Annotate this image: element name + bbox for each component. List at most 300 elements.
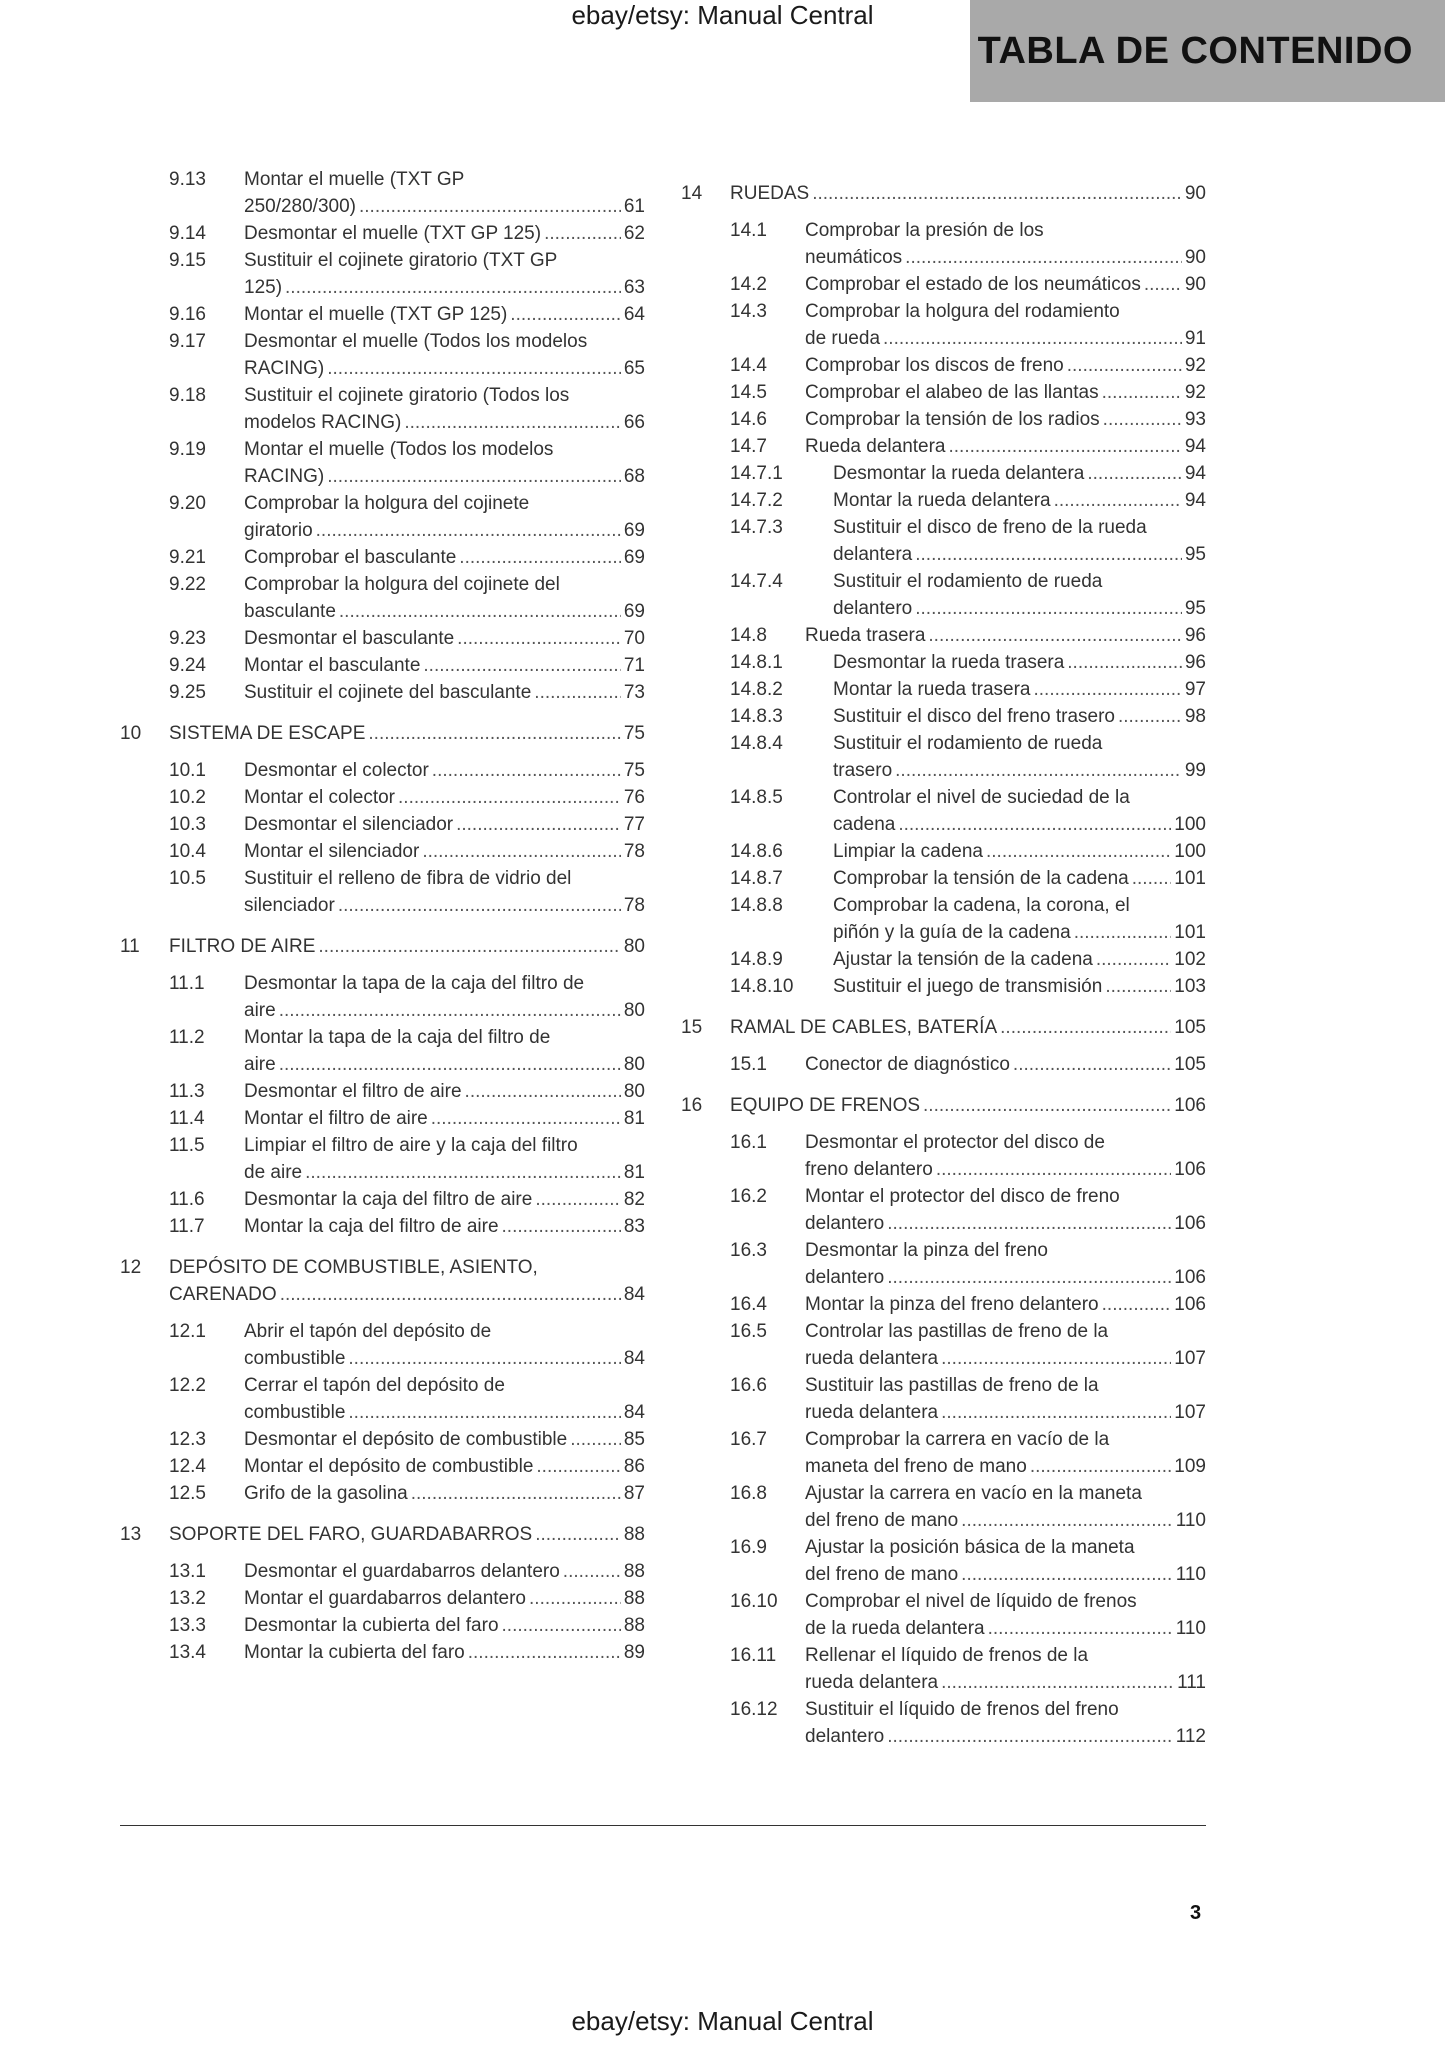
toc-entry[interactable] bbox=[681, 379, 1206, 406]
dot-leader bbox=[305, 1159, 621, 1186]
toc-entry[interactable] bbox=[120, 247, 645, 301]
dot-leader bbox=[536, 1453, 620, 1480]
toc-entry-title: Sustituir el rodamiento de rueda bbox=[833, 733, 1103, 754]
toc-entry-number: 16.11 bbox=[730, 1645, 777, 1666]
toc-column-left bbox=[120, 166, 645, 1666]
toc-entry-title: RACING) bbox=[244, 466, 325, 487]
toc-entry-title: de rueda bbox=[805, 328, 881, 349]
dot-leader bbox=[941, 1345, 1171, 1372]
toc-entry-number: 11.2 bbox=[169, 1027, 205, 1048]
dot-leader bbox=[280, 1281, 621, 1308]
toc-page-number: 86 bbox=[623, 1456, 645, 1477]
toc-entry[interactable] bbox=[120, 382, 645, 436]
toc-entry[interactable] bbox=[120, 166, 645, 220]
toc-entry-title: Ajustar la tensión de la cadena bbox=[833, 949, 1093, 970]
toc-entry[interactable] bbox=[120, 571, 645, 625]
toc-entry-number: 9.20 bbox=[169, 493, 206, 514]
toc-entry-number: 14.6 bbox=[730, 409, 767, 430]
toc-entry-number: 14.8 bbox=[730, 625, 767, 646]
toc-entry-number: 14.7.2 bbox=[730, 490, 783, 511]
toc-page-number: 80 bbox=[623, 1000, 645, 1021]
toc-entry-title: trasero bbox=[833, 760, 893, 781]
toc-chapter[interactable] bbox=[120, 720, 645, 747]
toc-entry-number: 14.8.4 bbox=[730, 733, 783, 754]
toc-entry-title: rueda delantera bbox=[805, 1348, 939, 1369]
dot-leader bbox=[279, 1051, 621, 1078]
dot-leader bbox=[327, 463, 621, 490]
toc-page-number: 107 bbox=[1174, 1348, 1206, 1369]
dot-leader bbox=[316, 517, 621, 544]
dot-leader bbox=[1034, 676, 1182, 703]
toc-entry[interactable] bbox=[120, 301, 645, 328]
toc-page-number: 92 bbox=[1184, 355, 1206, 376]
toc-entry-title: Montar la cubierta del faro bbox=[244, 1642, 465, 1663]
toc-entry[interactable] bbox=[120, 1480, 645, 1507]
toc-entry-title: Desmontar la rueda delantera bbox=[833, 463, 1085, 484]
dot-leader bbox=[1087, 460, 1181, 487]
dot-leader bbox=[456, 811, 621, 838]
toc-entry-title: maneta del freno de mano bbox=[805, 1456, 1027, 1477]
dot-leader bbox=[359, 193, 621, 220]
toc-page-number: 85 bbox=[623, 1429, 645, 1450]
toc-entry-number: 14.1 bbox=[730, 220, 767, 241]
toc-entry-number: 14.3 bbox=[730, 301, 767, 322]
toc-entry[interactable] bbox=[681, 298, 1206, 352]
toc-entry-number: 11.5 bbox=[169, 1135, 205, 1156]
toc-page-number: 65 bbox=[623, 358, 645, 379]
toc-entry[interactable] bbox=[681, 892, 1206, 946]
dot-leader bbox=[887, 1264, 1171, 1291]
toc-entry[interactable] bbox=[681, 487, 1206, 514]
dot-leader bbox=[338, 892, 621, 919]
toc-entry-title: CARENADO bbox=[169, 1284, 277, 1305]
dot-leader bbox=[887, 1210, 1171, 1237]
toc-entry[interactable] bbox=[681, 946, 1206, 973]
dot-leader bbox=[1105, 973, 1171, 1000]
toc-entry-title: Desmontar el muelle (Todos los modelos bbox=[244, 331, 588, 352]
toc-entry[interactable] bbox=[120, 865, 645, 919]
toc-entry-title: Controlar las pastillas de freno de la bbox=[805, 1321, 1109, 1342]
toc-entry-number: 14.5 bbox=[730, 382, 767, 403]
toc-page-number: 106 bbox=[1174, 1213, 1206, 1234]
toc-entry-title: DEPÓSITO DE COMBUSTIBLE, ASIENTO, bbox=[169, 1257, 538, 1278]
toc-entry-title: Sustituir el cojinete del basculante bbox=[244, 682, 532, 703]
dot-leader bbox=[941, 1669, 1174, 1696]
toc-entry[interactable] bbox=[120, 328, 645, 382]
dot-leader bbox=[431, 1105, 621, 1132]
toc-page-number: 90 bbox=[1184, 247, 1206, 268]
watermark-bottom: ebay/etsy: Manual Central bbox=[571, 2006, 874, 2036]
toc-page-number: 73 bbox=[623, 682, 645, 703]
toc-entry-number: 13.3 bbox=[169, 1615, 206, 1636]
toc-entry[interactable] bbox=[681, 460, 1206, 487]
dot-leader bbox=[285, 274, 621, 301]
toc-entry[interactable] bbox=[120, 625, 645, 652]
toc-entry-title: delantero bbox=[805, 1213, 885, 1234]
toc-entry[interactable] bbox=[681, 352, 1206, 379]
toc-entry-title: Montar el silenciador bbox=[244, 841, 420, 862]
toc-entry-title: Ajustar la posición básica de la maneta bbox=[805, 1537, 1135, 1558]
toc-entry[interactable] bbox=[681, 1372, 1206, 1426]
toc-entry-title: Desmontar la caja del filtro de aire bbox=[244, 1189, 533, 1210]
toc-entry[interactable] bbox=[120, 1612, 645, 1639]
page-title: TABLA DE CONTENIDO bbox=[977, 30, 1413, 72]
toc-entry-number: 11 bbox=[120, 936, 140, 957]
toc-page-number: 68 bbox=[623, 466, 645, 487]
toc-entry-number: 13.1 bbox=[169, 1561, 206, 1582]
toc-entry-title: de la rueda delantera bbox=[805, 1618, 985, 1639]
toc-page-number: 81 bbox=[623, 1162, 645, 1183]
toc-entry-title: silenciador bbox=[244, 895, 335, 916]
toc-entry[interactable] bbox=[120, 1639, 645, 1666]
dot-leader bbox=[502, 1213, 621, 1240]
dot-leader bbox=[895, 757, 1182, 784]
dot-leader bbox=[986, 838, 1171, 865]
toc-entry-title: aire bbox=[244, 1054, 276, 1075]
dot-leader bbox=[941, 1399, 1171, 1426]
dot-leader bbox=[348, 1345, 620, 1372]
toc-entry[interactable] bbox=[681, 271, 1206, 298]
toc-entry-title: Desmontar el basculante bbox=[244, 628, 455, 649]
toc-chapter[interactable] bbox=[681, 180, 1206, 207]
toc-page-number: 88 bbox=[623, 1524, 645, 1545]
toc-entry[interactable] bbox=[681, 730, 1206, 784]
toc-entry-number: 16.8 bbox=[730, 1483, 767, 1504]
dot-leader bbox=[812, 180, 1182, 207]
toc-entry[interactable] bbox=[681, 703, 1206, 730]
toc-entry[interactable] bbox=[681, 1318, 1206, 1372]
toc-entry-number: 16.6 bbox=[730, 1375, 767, 1396]
toc-chapter[interactable] bbox=[120, 933, 645, 960]
toc-entry-number: 10 bbox=[120, 723, 142, 744]
toc-entry-number: 10.2 bbox=[169, 787, 206, 808]
toc-page-number: 75 bbox=[623, 760, 645, 781]
dot-leader bbox=[570, 1426, 621, 1453]
toc-entry[interactable] bbox=[681, 1534, 1206, 1588]
page-number: 3 bbox=[1190, 1902, 1202, 1924]
toc-entry[interactable] bbox=[120, 490, 645, 544]
dot-leader bbox=[898, 811, 1171, 838]
toc-column-right bbox=[681, 166, 1206, 1750]
toc-entry-title: Montar el protector del disco de freno bbox=[805, 1186, 1120, 1207]
toc-entry[interactable] bbox=[681, 622, 1206, 649]
toc-page-number: 93 bbox=[1184, 409, 1206, 430]
toc-entry[interactable] bbox=[681, 973, 1206, 1000]
toc-entry-number: 14 bbox=[681, 183, 703, 204]
toc-entry[interactable] bbox=[120, 757, 645, 784]
toc-entry[interactable] bbox=[120, 784, 645, 811]
toc-entry-number: 10.1 bbox=[169, 760, 206, 781]
toc-page-number: 75 bbox=[623, 723, 645, 744]
toc-entry-number: 16.1 bbox=[730, 1132, 767, 1153]
toc-entry-title: Limpiar el filtro de aire y la caja del filtro bbox=[244, 1135, 578, 1156]
toc-entry-number: 14.7 bbox=[730, 436, 767, 457]
dot-leader bbox=[339, 598, 621, 625]
toc-entry[interactable] bbox=[681, 1237, 1206, 1291]
toc-entry[interactable] bbox=[120, 1318, 645, 1372]
toc-entry[interactable] bbox=[681, 1588, 1206, 1642]
dot-leader bbox=[915, 595, 1182, 622]
toc-entry-number: 15 bbox=[681, 1017, 703, 1038]
toc-entry[interactable] bbox=[681, 1183, 1206, 1237]
toc-page-number: 100 bbox=[1174, 841, 1206, 862]
toc-page-number: 61 bbox=[623, 196, 645, 217]
toc-chapter[interactable] bbox=[681, 1014, 1206, 1041]
toc-entry-number: 14.8.5 bbox=[730, 787, 783, 808]
toc-entry[interactable] bbox=[120, 1024, 645, 1078]
toc-entry-title: RUEDAS bbox=[730, 183, 810, 204]
toc-entry-title: Montar la rueda trasera bbox=[833, 679, 1031, 700]
toc-entry-number: 16.2 bbox=[730, 1186, 767, 1207]
toc-entry[interactable] bbox=[681, 406, 1206, 433]
toc-entry-title: Comprobar la tensión de la cadena bbox=[833, 868, 1129, 889]
dot-leader bbox=[905, 244, 1182, 271]
header-banner bbox=[970, 0, 1445, 102]
toc-page-number: 94 bbox=[1184, 490, 1206, 511]
toc-entry[interactable] bbox=[120, 1372, 645, 1426]
toc-page-number: 80 bbox=[623, 1054, 645, 1075]
toc-entry[interactable] bbox=[681, 1696, 1206, 1750]
toc-page-number: 101 bbox=[1174, 922, 1206, 943]
toc-entry-title: Montar el muelle (TXT GP 125) bbox=[244, 304, 508, 325]
dot-leader bbox=[1074, 919, 1172, 946]
toc-entry-number: 9.21 bbox=[169, 547, 206, 568]
toc-entry[interactable] bbox=[120, 652, 645, 679]
toc-entry-title: freno delantero bbox=[805, 1159, 933, 1180]
toc-entry-title: Sustituir el cojinete giratorio (TXT GP bbox=[244, 250, 558, 271]
dot-leader bbox=[468, 1639, 621, 1666]
toc-chapter[interactable] bbox=[681, 1092, 1206, 1119]
toc-entry-title: Comprobar el nivel de líquido de frenos bbox=[805, 1591, 1137, 1612]
toc-page-number: 64 bbox=[623, 304, 645, 325]
toc-page-number: 90 bbox=[1184, 274, 1206, 295]
toc-entry-title: combustible bbox=[244, 1402, 346, 1423]
toc-entry-title: Comprobar la presión de los bbox=[805, 220, 1044, 241]
toc-page-number: 94 bbox=[1184, 463, 1206, 484]
toc-page-number: 84 bbox=[623, 1284, 645, 1305]
toc-page-number: 82 bbox=[623, 1189, 645, 1210]
toc-chapter[interactable] bbox=[120, 1254, 645, 1308]
toc-entry[interactable] bbox=[120, 679, 645, 706]
toc-page-number: 90 bbox=[1184, 183, 1206, 204]
toc-entry-title: Desmontar el filtro de aire bbox=[244, 1081, 462, 1102]
toc-entry[interactable] bbox=[681, 865, 1206, 892]
toc-page-number: 69 bbox=[623, 547, 645, 568]
dot-leader bbox=[1118, 703, 1182, 730]
toc-page-number: 105 bbox=[1174, 1017, 1206, 1038]
toc-entry-number: 11.6 bbox=[169, 1189, 205, 1210]
toc-entry-number: 16.9 bbox=[730, 1537, 767, 1558]
dot-leader bbox=[1102, 1291, 1172, 1318]
toc-entry-title: Grifo de la gasolina bbox=[244, 1483, 408, 1504]
toc-entry-title: Montar la pinza del freno delantero bbox=[805, 1294, 1099, 1315]
toc-entry-number: 9.17 bbox=[169, 331, 206, 352]
toc-entry-title: Comprobar el basculante bbox=[244, 547, 457, 568]
dot-leader bbox=[961, 1561, 1173, 1588]
toc-entry-title: Desmontar el depósito de combustible bbox=[244, 1429, 568, 1450]
toc-entry-title: rueda delantera bbox=[805, 1402, 939, 1423]
toc-entry[interactable] bbox=[681, 568, 1206, 622]
toc-page-number: 109 bbox=[1174, 1456, 1206, 1477]
toc-entry-number: 16.4 bbox=[730, 1294, 767, 1315]
toc-entry-title: 125) bbox=[244, 277, 283, 298]
toc-entry-number: 16.7 bbox=[730, 1429, 767, 1450]
toc-entry[interactable] bbox=[120, 1558, 645, 1585]
toc-entry-title: delantero bbox=[805, 1267, 885, 1288]
toc-entry-number: 10.5 bbox=[169, 868, 206, 889]
toc-page-number: 70 bbox=[623, 628, 645, 649]
toc-entry-title: Ajustar la carrera en vacío en la maneta bbox=[805, 1483, 1142, 1504]
toc-entry-number: 14.8.10 bbox=[730, 976, 794, 997]
toc-entry-number: 12.1 bbox=[169, 1321, 206, 1342]
toc-page-number: 96 bbox=[1184, 652, 1206, 673]
toc-entry[interactable] bbox=[120, 1132, 645, 1186]
toc-page-number: 78 bbox=[623, 841, 645, 862]
toc-entry-title: Controlar el nivel de suciedad de la bbox=[833, 787, 1130, 808]
toc-entry-title: Montar la caja del filtro de aire bbox=[244, 1216, 499, 1237]
toc-entry-title: Desmontar el muelle (TXT GP 125) bbox=[244, 223, 542, 244]
toc-page-number: 84 bbox=[623, 1348, 645, 1369]
toc-entry-title: giratorio bbox=[244, 520, 313, 541]
dot-leader bbox=[1103, 406, 1182, 433]
dot-leader bbox=[1096, 946, 1171, 973]
toc-entry[interactable] bbox=[120, 838, 645, 865]
toc-entry-title: 250/280/300) bbox=[244, 196, 356, 217]
toc-chapter[interactable] bbox=[120, 1521, 645, 1548]
toc-page-number: 91 bbox=[1184, 328, 1206, 349]
toc-entry-number: 16 bbox=[681, 1095, 703, 1116]
toc-entry-title: Sustituir el líquido de frenos del freno bbox=[805, 1699, 1119, 1720]
toc-entry-title: Montar el muelle (Todos los modelos bbox=[244, 439, 554, 460]
toc-page-number: 63 bbox=[623, 277, 645, 298]
toc-entry-title: FILTRO DE AIRE bbox=[169, 936, 316, 957]
toc-entry-title: Sustituir el rodamiento de rueda bbox=[833, 571, 1103, 592]
toc-entry[interactable] bbox=[681, 1129, 1206, 1183]
dot-leader bbox=[368, 720, 620, 747]
toc-entry-number: 14.8.8 bbox=[730, 895, 783, 916]
toc-entry[interactable] bbox=[681, 433, 1206, 460]
toc-entry[interactable] bbox=[120, 1585, 645, 1612]
toc-entry-title: rueda delantera bbox=[805, 1672, 939, 1693]
toc-entry[interactable] bbox=[120, 544, 645, 571]
toc-entry-number: 12.2 bbox=[169, 1375, 206, 1396]
toc-entry[interactable] bbox=[681, 217, 1206, 271]
toc-entry[interactable] bbox=[681, 676, 1206, 703]
toc-entry-number: 14.4 bbox=[730, 355, 767, 376]
toc-entry-number: 16.3 bbox=[730, 1240, 767, 1261]
toc-entry-number: 14.2 bbox=[730, 274, 767, 295]
toc-entry[interactable] bbox=[681, 1051, 1206, 1078]
dot-leader bbox=[928, 622, 1181, 649]
toc-entry[interactable] bbox=[681, 514, 1206, 568]
dot-leader bbox=[422, 838, 621, 865]
footer-divider bbox=[120, 1825, 1206, 1826]
dot-leader bbox=[432, 757, 621, 784]
toc-entry[interactable] bbox=[120, 1453, 645, 1480]
toc-entry-title: Comprobar la holgura del rodamiento bbox=[805, 301, 1120, 322]
dot-leader bbox=[1067, 352, 1182, 379]
toc-entry[interactable] bbox=[681, 784, 1206, 838]
toc-page-number: 80 bbox=[623, 936, 645, 957]
dot-leader bbox=[534, 679, 621, 706]
toc-entry[interactable] bbox=[120, 1186, 645, 1213]
toc-entry-number: 14.8.6 bbox=[730, 841, 783, 862]
toc-entry-number: 10.4 bbox=[169, 841, 206, 862]
toc-entry-title: EQUIPO DE FRENOS bbox=[730, 1095, 921, 1116]
toc-page-number: 96 bbox=[1184, 625, 1206, 646]
dot-leader bbox=[887, 1723, 1172, 1750]
toc-entry[interactable] bbox=[681, 1642, 1206, 1696]
toc-page-number: 98 bbox=[1184, 706, 1206, 727]
toc-entry[interactable] bbox=[120, 811, 645, 838]
toc-entry[interactable] bbox=[681, 1480, 1206, 1534]
toc-page-number: 103 bbox=[1174, 976, 1206, 997]
toc-entry-title: Sustituir el cojinete giratorio (Todos los bbox=[244, 385, 570, 406]
toc-entry[interactable] bbox=[120, 1426, 645, 1453]
toc-entry-number: 13 bbox=[120, 1524, 142, 1545]
dot-leader bbox=[502, 1612, 621, 1639]
toc-entry-title: Rueda delantera bbox=[805, 436, 946, 457]
dot-leader bbox=[1013, 1051, 1171, 1078]
toc-page-number: 102 bbox=[1174, 949, 1206, 970]
toc-page-number: 110 bbox=[1175, 1510, 1206, 1531]
toc-entry[interactable] bbox=[120, 970, 645, 1024]
toc-entry-number: 9.22 bbox=[169, 574, 206, 595]
toc-entry[interactable] bbox=[120, 1105, 645, 1132]
toc-entry-number: 9.23 bbox=[169, 628, 206, 649]
toc-entry[interactable] bbox=[681, 1426, 1206, 1480]
toc-entry-title: Desmontar el guardabarros delantero bbox=[244, 1561, 560, 1582]
toc-entry[interactable] bbox=[681, 1291, 1206, 1318]
toc-entry-number: 13.2 bbox=[169, 1588, 206, 1609]
toc-page-number: 95 bbox=[1184, 598, 1206, 619]
toc-page-number: 106 bbox=[1174, 1095, 1206, 1116]
toc-entry-title: neumáticos bbox=[805, 247, 903, 268]
toc-entry-title: RAMAL DE CABLES, BATERÍA bbox=[730, 1017, 998, 1038]
toc-entry-title: Montar el colector bbox=[244, 787, 396, 808]
toc-entry-title: Montar la rueda delantera bbox=[833, 490, 1051, 511]
toc-entry-title: Rueda trasera bbox=[805, 625, 926, 646]
toc-entry-title: Desmontar la cubierta del faro bbox=[244, 1615, 499, 1636]
toc-entry[interactable] bbox=[120, 220, 645, 247]
dot-leader bbox=[327, 355, 621, 382]
toc-entry[interactable] bbox=[681, 838, 1206, 865]
toc-entry-title: Montar el guardabarros delantero bbox=[244, 1588, 527, 1609]
toc-entry-title: aire bbox=[244, 1000, 276, 1021]
toc-entry[interactable] bbox=[681, 649, 1206, 676]
toc-entry-title: Desmontar el colector bbox=[244, 760, 429, 781]
toc-entry-title: de aire bbox=[244, 1162, 303, 1183]
dot-leader bbox=[883, 325, 1182, 352]
toc-entry-number: 11.7 bbox=[169, 1216, 205, 1237]
dot-leader bbox=[544, 220, 621, 247]
toc-page-number: 69 bbox=[623, 520, 645, 541]
toc-entry-title: Comprobar la carrera en vacío de la bbox=[805, 1429, 1110, 1450]
toc-entry-title: basculante bbox=[244, 601, 336, 622]
toc-entry-title: Comprobar la holgura del cojinete bbox=[244, 493, 530, 514]
toc-entry[interactable] bbox=[120, 1078, 645, 1105]
toc-entry-number: 16.12 bbox=[730, 1699, 778, 1720]
toc-entry[interactable] bbox=[120, 1213, 645, 1240]
toc-entry-title: RACING) bbox=[244, 358, 325, 379]
toc-entry-title: Desmontar la rueda trasera bbox=[833, 652, 1065, 673]
toc-entry[interactable] bbox=[120, 436, 645, 490]
toc-entry-number: 14.8.3 bbox=[730, 706, 783, 727]
toc-entry-number: 11.3 bbox=[169, 1081, 205, 1102]
toc-entry-title: Sustituir el juego de transmisión bbox=[833, 976, 1103, 997]
toc-entry-title: Montar el filtro de aire bbox=[244, 1108, 428, 1129]
toc-entry-number: 11.1 bbox=[169, 973, 205, 994]
